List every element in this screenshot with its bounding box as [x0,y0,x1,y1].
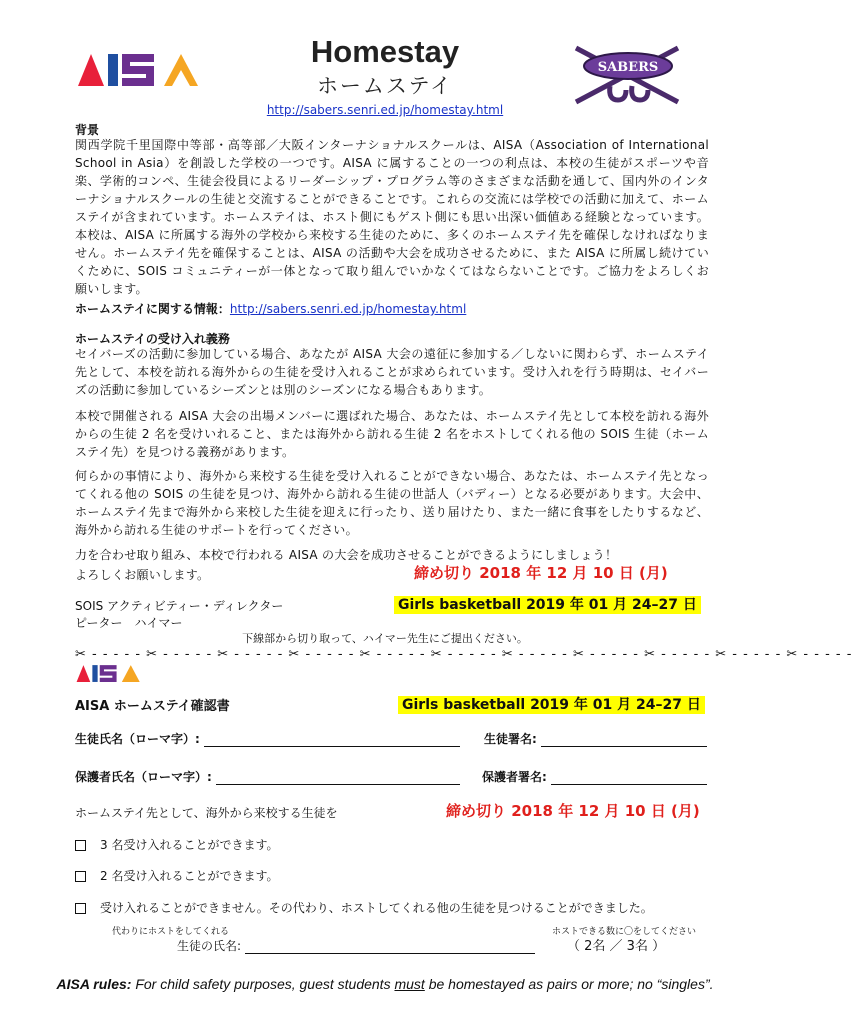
homestay-link-top[interactable]: http://sabers.senri.ed.jp/homestay.html [266,103,504,117]
guardian-sign-row [482,768,707,785]
student-sign-field[interactable] [541,734,707,747]
alt-host-name-field[interactable] [245,941,535,954]
alt-host-label: 生徒の氏名: [177,939,242,953]
guardian-sign-field[interactable] [551,772,707,785]
accept-prompt: ホームステイ先として、海外から来校する生徒を [75,806,338,820]
form-title: AISA ホームステイ確認書 [75,699,230,714]
page-subtitle: ホームステイ [316,74,454,98]
guardian-name-label: 保護者氏名（ローマ字）: [75,770,212,784]
obligation-p4: 力を合わせ取り組み、本校で行われる AISA の大会を成功させることができるようにしましょう！ [75,548,618,562]
obligation-p2: 本校で開催される AISA 大会の出場メンバーに選ばれた場合、あなたは、ホームステイ先として本校を訪れる海外からの生徒 2 名を受けいれること、または海外から訪れる生徒 2 名をホストしてくれる他の SOIS 生徒（ホームステイ先）を見つける義務があります。 [75,409,709,459]
signature-block [75,598,283,632]
obligation-heading: ホームステイの受け入れ義務 [75,332,230,346]
info-link[interactable]: http://sabers.senri.ed.jp/homestay.html [229,302,467,316]
guardian-sign-label: 保護者署名: [482,770,547,784]
info-line [75,300,466,317]
aisa-logo-small [75,663,155,683]
background-heading: 背景 [75,123,100,137]
obligation-p5: よろしくお願いします。 [75,568,210,582]
capacity-note: ホストできる数に〇をしてください [552,927,697,937]
obligation-p3: 何らかの事情により、海外から来校する生徒を受け入れることができない場合、あなたは、ホームステイ先となってくれる他の SOIS の生徒を見つけ、海外から訪れる生徒の世話人（バディー）となる必要があります。大会中、ホームステイ先まで海外から来校した生徒を迎えに行ったり、送り届けたり、また一緒に食事をしたりするなど、海外から訪れる生徒のサポートを行ってください。 [75,469,709,537]
event-badge-form [398,694,705,714]
option-3-label: 3 名受け入れることができます。 [100,838,279,852]
cut-line: ✂ - - - - - ✂ - - - - - ✂ - - - - - ✂ - - - - - ✂ - - - - - ✂ - - - - - ✂ - - - - - ✂ - - - - - ✂ - - - - - ✂ - - - - - ✂ - - - - - [75,647,852,662]
student-sign-label: 生徒署名: [484,732,537,746]
option-3-row[interactable] [75,836,279,853]
event-label-top: Girls basketball 2019 年 01 月 24–27 日 [394,596,701,614]
student-name-label: 生徒氏名（ローマ字）: [75,732,200,746]
obligation-p1: セイバーズの活動に参加している場合、あなたが AISA 大会の遠征に参加する／しないに関わらず、ホームステイ先として、本校を訪れる海外からの生徒を受け入れることが求められています。受け入れを行う時期は、セイバーズの活動に参加しているシーズンとは別のシーズンになる場合もあります。 [75,347,709,397]
guardian-name-field[interactable] [216,772,460,785]
option-none-row[interactable] [75,899,653,916]
event-badge-top [394,594,701,614]
deadline-form: 締め切り 2018 年 12 月 10 日 (月) [446,802,700,820]
homestay-url-top[interactable] [0,103,770,117]
aisa-rules [0,976,770,992]
option-none-checkbox[interactable] [75,903,86,914]
rules-lead: AISA rules: [56,976,132,992]
option-3-checkbox[interactable] [75,840,86,851]
student-name-row [75,730,460,747]
cut-instruction: 下線部から切り取って、ハイマー先生にご提出ください。 [242,632,528,645]
alt-host-row [177,937,535,954]
sabers-logo-text: SABERS [597,60,659,75]
student-sign-row [484,730,707,747]
guardian-name-row [75,768,460,785]
alt-host-note: 代わりにホストをしてくれる [112,927,230,937]
rules-text-after: be homestayed as pairs or more; no “singles”. [424,976,714,992]
option-none-label: 受け入れることができません。その代わり、ホストしてくれる他の生徒を見つけることができました。 [100,901,653,915]
page-title: Homestay [310,34,460,69]
deadline-top: 締め切り 2018 年 12 月 10 日 (月) [414,564,668,582]
info-label: ホームステイに関する情報： [75,302,230,316]
option-2-checkbox[interactable] [75,871,86,882]
option-2-label: 2 名受け入れることができます。 [100,869,279,883]
event-label-form: Girls basketball 2019 年 01 月 24–27 日 [398,696,705,714]
capacity-choice[interactable]: （ 2名 ／ 3名 ） [567,939,666,954]
signature-title: SOIS アクティビティー・ディレクター [75,599,284,613]
background-body: 関西学院千里国際中等部・高等部／大阪インターナショナルスクールは、AISA（Association of International School in Asia）を創設した学校の一つです。AISA に属することの一つの利点は、本校の生徒がスポーツや音楽、学術的コンペ、生徒会役員によるリーダーシップ・プログラム等のさまざまな活動を通して、国内外のインターナショナルスクールの生徒と交流することができることです。これらの交流には学校での活動に加えて、ホームステイが含まれています。ホームステイは、ホスト側にもゲスト側にも思い出深い価値ある経験となっています。本校は、AISA に所属する海外の学校から来校する生徒のために、多くのホームステイ先を確保しなければなりません。ホームステイ先を確保することは、AISA の活動や大会を成功させるために、また AISA に所属し続けていくために、SOIS コミュニティーが一体となって取り組んでいかなくてはならないことです。ご協力をよろしくお願いします。 [75,138,709,296]
signature-name: ピーター ハイマー [75,616,183,630]
rules-text-before: For child safety purposes, guest students [131,976,395,992]
option-2-row[interactable] [75,867,279,884]
sabers-logo [570,40,686,112]
rules-emphasis: must [394,976,425,992]
student-name-field[interactable] [204,734,460,747]
